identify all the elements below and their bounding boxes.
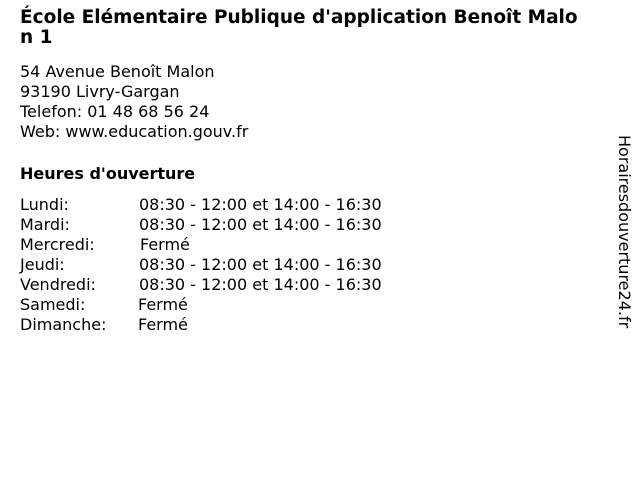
address-block — [20, 62, 580, 142]
day-label: Lundi: — [20, 195, 69, 214]
time-value: Fermé — [138, 295, 188, 314]
place-card — [20, 8, 580, 335]
hours-row-jeudi — [20, 255, 580, 275]
address-street: 54 Avenue Benoît Malon — [20, 62, 215, 81]
website-line: Web: www.education.gouv.fr — [20, 122, 249, 141]
hours-heading: Heures d'ouverture — [20, 164, 196, 183]
time-value: 08:30 - 12:00 et 14:00 - 16:30 — [139, 275, 382, 294]
hours-row-mercredi — [20, 235, 580, 255]
day-label: Jeudi: — [20, 255, 65, 274]
phone-line: Telefon: 01 48 68 56 24 — [20, 102, 210, 121]
time-value: 08:30 - 12:00 et 14:00 - 16:30 — [139, 215, 382, 234]
place-title: École Elémentaire Publique d'application Benoît Malon 1 — [20, 7, 578, 48]
day-label: Samedi: — [20, 295, 86, 314]
day-label: Dimanche: — [20, 315, 107, 334]
hours-row-mardi — [20, 215, 580, 235]
day-label: Mardi: — [20, 215, 70, 234]
address-city: 93190 Livry-Gargan — [20, 82, 180, 101]
site-watermark: Horairesdouverture24.fr — [615, 135, 634, 329]
time-value: 08:30 - 12:00 et 14:00 - 16:30 — [139, 255, 382, 274]
hours-row-dimanche — [20, 315, 580, 335]
hours-row-vendredi — [20, 275, 580, 295]
time-value: 08:30 - 12:00 et 14:00 - 16:30 — [139, 195, 382, 214]
day-label: Vendredi: — [20, 275, 96, 294]
hours-table — [20, 195, 580, 335]
hours-row-samedi — [20, 295, 580, 315]
time-value: Fermé — [138, 315, 188, 334]
time-value: Fermé — [140, 235, 190, 254]
day-label: Mercredi: — [20, 235, 95, 254]
hours-row-lundi — [20, 195, 580, 215]
